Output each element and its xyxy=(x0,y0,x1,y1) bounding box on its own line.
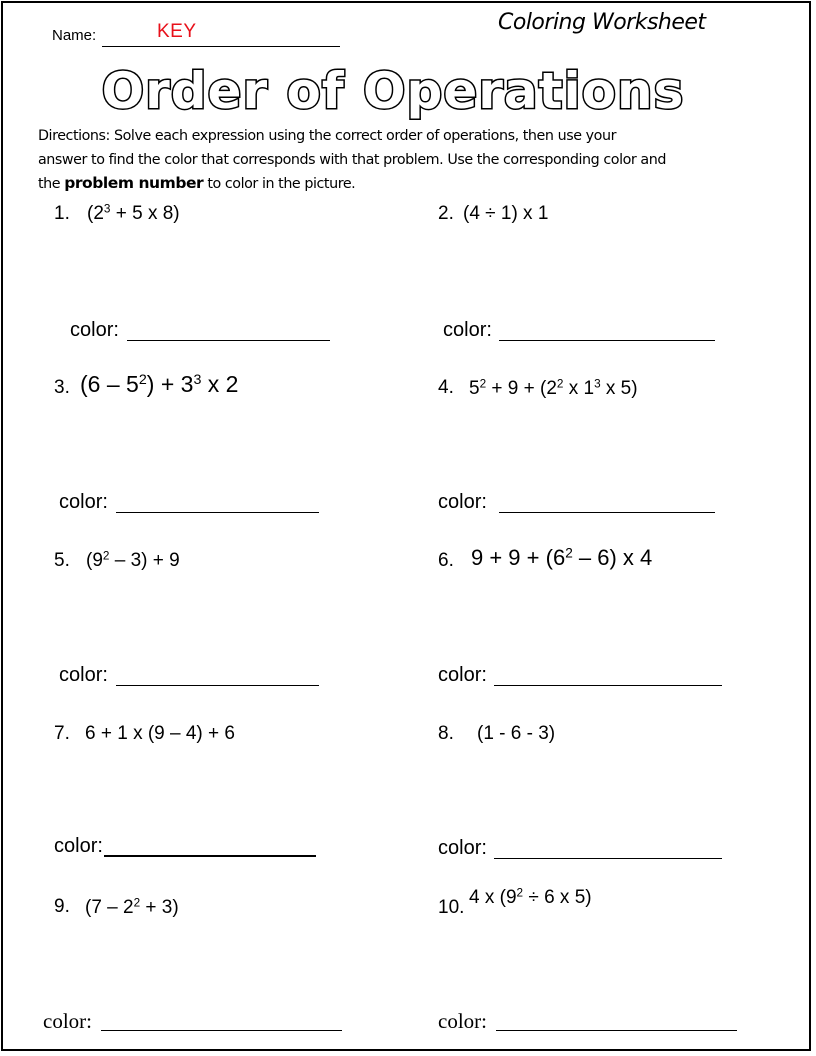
problem-number: 7. xyxy=(54,723,70,744)
problem-number: 6. xyxy=(438,550,454,571)
problem-number: 10. xyxy=(438,897,465,918)
color-answer-line[interactable] xyxy=(101,1030,342,1031)
problem-number: 8. xyxy=(438,723,454,744)
problem-number: 4. xyxy=(438,377,454,398)
directions xyxy=(38,125,783,197)
color-answer-line[interactable] xyxy=(116,685,319,686)
color-label: color: xyxy=(59,664,108,686)
problem-expression: 4 x ($9^2 \div 6$ x 5) xyxy=(469,886,592,908)
problem-expression: $9 + 9 + (6^2 - 6)$ x 4 xyxy=(471,545,653,570)
directions-line-3 xyxy=(38,172,783,197)
color-label: color: xyxy=(438,1009,487,1033)
color-label: color: xyxy=(43,1009,92,1033)
problem-expression: 6 + 1 x (9 – 4) + 6 xyxy=(85,723,235,744)
color-label: color: xyxy=(70,319,119,341)
color-label: color: xyxy=(59,491,108,513)
problem-expression: $(7 - 2^2 + 3)$ xyxy=(85,896,179,918)
problem-expression: $(6 - 5^2) + 3^3$ x 2 xyxy=(80,371,239,397)
color-label: color: xyxy=(438,491,487,513)
name-label: Name: xyxy=(52,27,97,44)
problem-number: 1. xyxy=(54,203,70,224)
name-underline xyxy=(102,46,340,47)
problem-number: 5. xyxy=(54,550,70,571)
problem-expression: ($2^3 + 5$ x 8) xyxy=(87,202,180,224)
color-answer-line[interactable] xyxy=(496,1030,737,1031)
name-value: KEY xyxy=(157,21,197,42)
directions-text: to color in the picture. xyxy=(203,176,356,192)
problem-number: 9. xyxy=(54,896,70,917)
problem-number: 3. xyxy=(54,377,70,398)
directions-line-1: Directions: Solve each expression using the correct order of operations, then use your xyxy=(38,128,616,144)
directions-emphasis: problem number xyxy=(64,174,204,192)
color-answer-line[interactable] xyxy=(116,512,319,513)
color-label: color: xyxy=(438,664,487,686)
color-answer-line[interactable] xyxy=(499,512,715,513)
problem-number: 2. xyxy=(438,203,454,224)
color-answer-line[interactable] xyxy=(127,340,330,341)
color-label: color: xyxy=(443,319,492,341)
color-answer-line[interactable] xyxy=(499,340,715,341)
problem-expression: (1 - 6 - 3) xyxy=(477,723,556,744)
color-answer-line[interactable] xyxy=(494,685,722,686)
color-label: color: xyxy=(54,835,103,857)
problem-expression: (4 ÷ 1) x 1 xyxy=(463,203,549,224)
color-label: color: xyxy=(438,837,487,859)
color-answer-line[interactable] xyxy=(104,855,316,857)
worksheet-type: Coloring Worksheet xyxy=(498,10,706,35)
directions-line-2: answer to find the color that corresponds with that problem. Use the corresponding color and xyxy=(38,151,666,168)
directions-text: the xyxy=(38,176,65,192)
page-title: Order of Operations xyxy=(101,62,685,120)
color-answer-line[interactable] xyxy=(494,858,722,859)
problem-expression: $5^2 + 9 + (2^2$ x $1^3$ x 5) xyxy=(469,377,638,399)
problem-expression: $(9^2 - 3) + 9$ xyxy=(86,549,180,571)
